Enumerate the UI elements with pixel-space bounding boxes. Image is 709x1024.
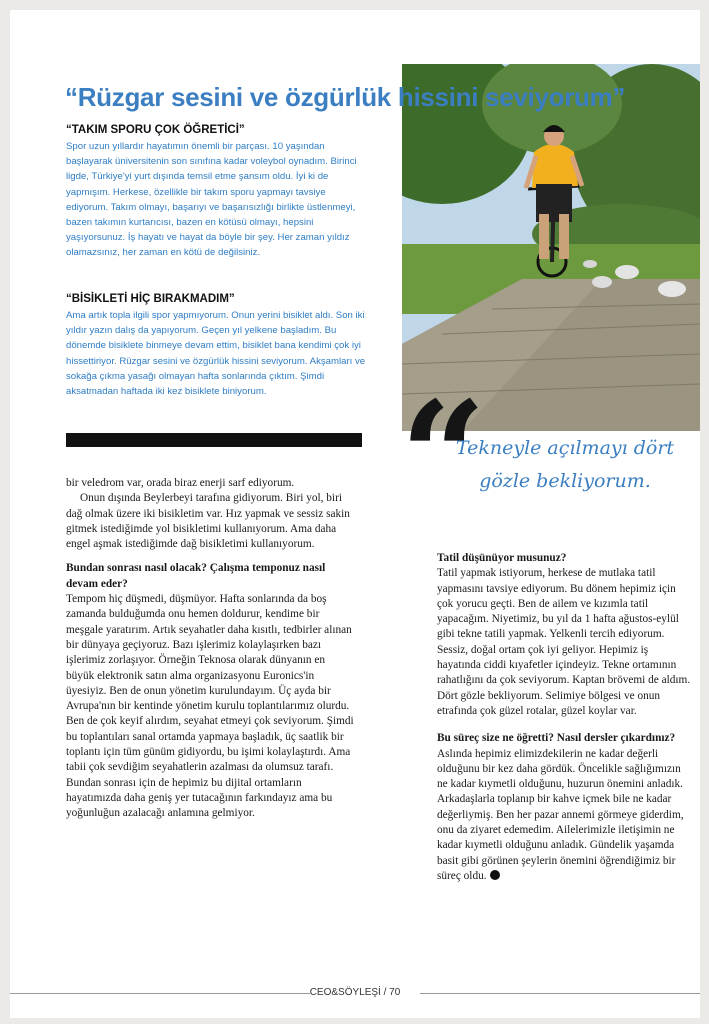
interview-question: Bundan sonrası nasıl olacak? Çalışma temponuz nasıl devam eder? — [66, 562, 326, 590]
right-column — [437, 551, 693, 884]
section-body: Ama artık topla ilgili spor yapmıyorum. Onun yerini bisiklet aldı. Son iki yıldır yazın dalış da yapıyorum. Geçen yıl yelkene başladım. Bu dönemde bisiklete binmeye devam ettim, bisiklet bana kendimi çok iyi hissettiriyor. Rüzgar sesini ve özgürlük hissini seviyorum. Akşamları ve sokağa çıkma yasağı olmayan hafta sonlarında çıktım. Şimdi aksatmadan haftada iki kez bisiklete biniyorum. — [66, 310, 366, 398]
interview-answer — [437, 747, 693, 885]
answer-text: Aslında hepimiz elimizdekilerin ne kadar değerli olduğunu bir kez daha gördük. Öncelikle sağlığımızın ne kadar kıymetli olduğunu, huzurun önemini anladık. Arkadaşlarla toplanıp bir kahve içmek bile ne kadar değerliymiş. Ben her pazar annemi görmeye giderdim, onu da ziyaret edemedim. Ailelerimizle iletişimin ne kadar kıymetli olduğunu anladık. Gündelik yaşamda basit gibi görünen şeylerin önemini öğrendiğimiz bir süreç oldu. — [437, 747, 684, 882]
interview-answer: Tempom hiç düşmedi, düşmüyor. Hafta sonlarında da boş zamanda bulduğumda onu hemen doldurur, kendime bir meşgale yaratırım. Artık seyahatler daha kısıtlı, tedbirler alınan bir dünyaya geçiyoruz. Bazı işlerimiz kolaylaşırken bazı işlerimiz zorlaşıyor. Örneğin Teknosa olarak dünyanın en büyük elektronik satın alma organizasyonu Euronics'in üyesiyiz. Ben de onun yönetim kurulundayım. Üç ayda bir Avrupa'nın bir kentinde yönetim kurulu toplantılarımız olurdu. Ben de çok keyif alırdım, seyahat etmeyi çok seviyorum. Şimdi bu toplantıları sanal ortamda yapmaya başladık, üç saatlik bir toplantı için tüm günüm gidiyordu, bu işimi kolaylaştırdı. Ama tabii çok sevdiğim seyahatlerin azalması da olumsuz tarafı. Bundan sonrası için de hepimiz bu dijital ortamların hayatımızda daha geniş yer tutacağının farkındayız ama bu yoğunluğun azalacağı anlamına gelmiyor. — [66, 593, 354, 820]
paragraph: bir veledrom var, orada biraz enerji sarf ediyorum. — [66, 477, 295, 489]
section-body: Spor uzun yıllardır hayatımın önemli bir parçası. 10 yaşından başlayarak üniversitenin son sınıfına kadar voleybol oynadım. Birinci ligde, Türkiye'yi yurt dışında temsil etme şansım oldu. İyi ki de yapmışım. Herkese, özellikle bir takım sporu yapmayı tavsiye ediyorum. Takım olmayı, başarıyı ve başarısızlığı birlikte üstlenmeyi, bazen takımın kurtarıcısı, bazen en kötüsü olmayı, hepsini yaşıyorsunuz. İş hayatı ve hayat da böyle bir şey. Her zaman yıldız olamazsınız, her zaman en kötü de değilsiniz. — [66, 141, 357, 259]
end-mark-icon — [490, 870, 500, 880]
divider-bar — [66, 433, 362, 447]
sidebar-section-team-sports — [66, 124, 366, 261]
page-footer: CEO&SÖYLEŞİ / 70 — [309, 987, 401, 998]
left-column — [66, 476, 356, 822]
interview-answer: Tatil yapmak istiyorum, herkese de mutlaka tatil yapmasını tavsiye ediyorum. Bu dönem hepimiz için çok yorucu geçti. Ben de ailem ve kızımla tatil yapacağım. Niyetimiz, bu yıl da 1 hafta ağustos-eylül gibi tekne tatili yapmak. Yelkenli tercih ediyorum. Sessiz, doğal ortam çok iyi geliyor. Hepimiz iş hayatında ciddi kıyafetler içindeyiz. Tekne ortamının rahatlığını da çok seviyorum. Kaptan brövemi de aldım. Dört gözle bekliyorum. Selimiye bölgesi ve onun etrafında çok güzel rotalar, güzel koylar var. — [437, 567, 691, 717]
section-title: “BİSİKLETİ HİÇ BIRAKMADIM” — [66, 293, 235, 305]
magazine-page — [10, 10, 700, 1018]
paragraph: Onun dışında Beylerbeyi tarafına gidiyorum. Biri yol, biri dağ olmak üzere iki bisikletim var. Hız yapmak ve sessiz sakin gitmek istediğimde yol bisikletimi kullanıyorum. Ama daha engel aşmak istediğimde dağ bisikletimi kullanıyorum. — [66, 492, 350, 551]
interview-question: Tatil düşünüyor musunuz? — [437, 552, 567, 564]
article-headline: “Rüzgar sesini ve özgürlük hissini seviyorum” — [65, 82, 626, 112]
section-title: “TAKIM SPORU ÇOK ÖĞRETİCİ” — [66, 124, 245, 136]
sidebar-section-cycling — [66, 293, 366, 399]
quote-mark-icon: “ — [400, 369, 487, 545]
interview-question: Bu süreç size ne öğretti? Nasıl dersler çıkardınız? — [437, 732, 676, 745]
pull-quote: Tekneyle açılmayı dört gözle bekliyorum. — [455, 437, 675, 492]
